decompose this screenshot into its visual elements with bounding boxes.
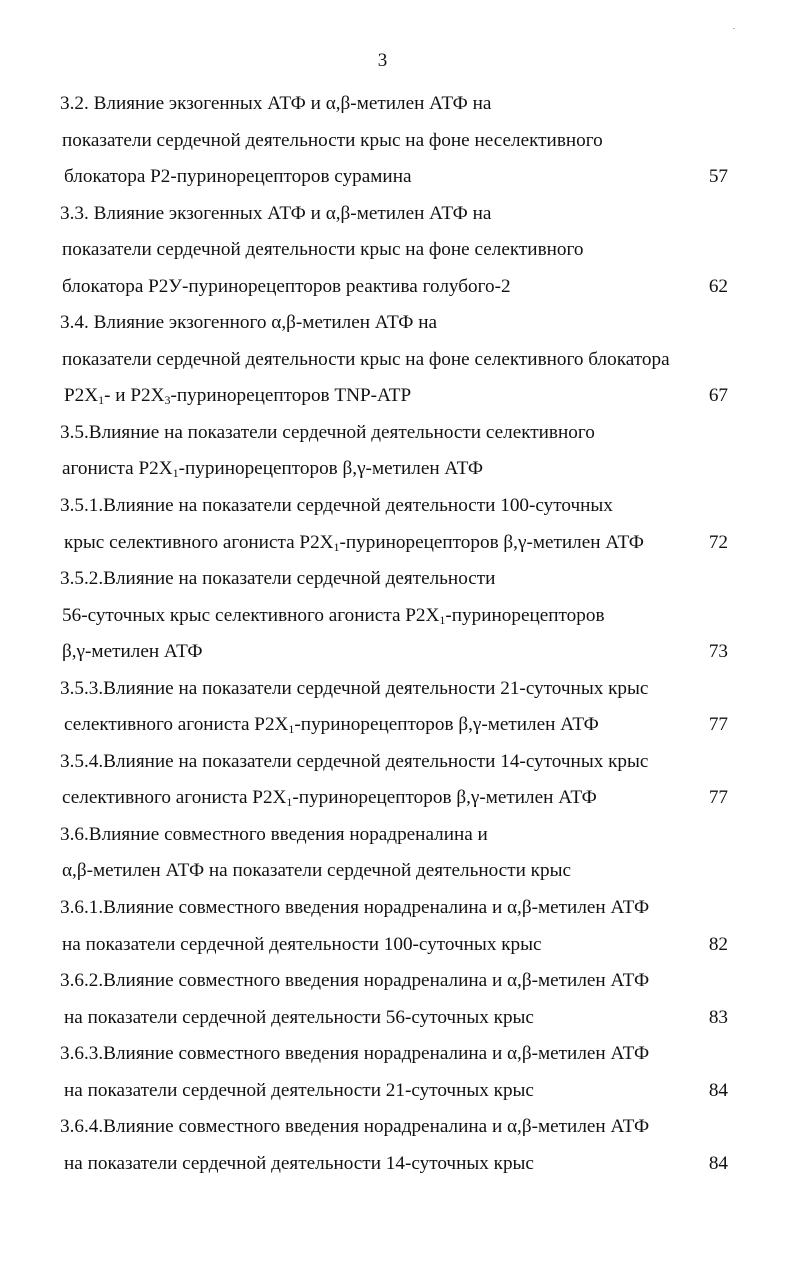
toc-entry [0, 1073, 795, 1110]
toc-entry-text [64, 159, 411, 196]
toc-text-segment: блокатора P2-пуринорецепторов сурамина [64, 166, 412, 188]
toc-entry [0, 196, 795, 233]
toc-entry [0, 305, 795, 342]
toc-text-segment: 3.6.1.Влияние совместного введения норадреналина и α,β-метилен АТФ [60, 897, 650, 919]
toc-entry-text [62, 780, 597, 817]
toc-text-segment: - и P2X [104, 385, 165, 407]
toc-entry-text [60, 671, 648, 708]
toc-entry [0, 634, 795, 671]
toc-page-number: 84 [708, 1152, 728, 1174]
toc-text-segment: -пуринорецепторов β,γ-метилен АТФ [294, 714, 599, 736]
toc-text-segment: -пуринорецепторов [445, 604, 605, 626]
toc-text-segment: блокатора P2У-пуринорецепторов реактива голубого-2 [62, 275, 511, 297]
toc-text-segment: агониста P2X [62, 458, 173, 480]
toc-text-segment: 3.5.Влияние на показатели сердечной деятельности селективного [60, 421, 595, 443]
toc-entry [0, 853, 795, 890]
toc-page-number: 83 [708, 1006, 728, 1028]
toc-entry [0, 342, 795, 379]
toc-text-segment: β,γ-метилен АТФ [62, 641, 203, 663]
toc-text-segment: 3.4. Влияние экзогенного α,β-метилен АТФ на [60, 312, 437, 334]
toc-entry-text [60, 890, 649, 927]
toc-entry [0, 232, 795, 269]
toc-page-number: 73 [708, 641, 728, 663]
toc-text-segment: селективного агониста P2X [62, 787, 287, 809]
toc-text-segment: 3.5.1.Влияние на показатели сердечной деятельности 100-суточных [60, 495, 613, 517]
toc-text-segment: 3.6.2.Влияние совместного введения норадреналина и α,β-метилен АТФ [60, 970, 650, 992]
toc-text-segment: P2X [64, 385, 99, 407]
toc-entry [0, 525, 795, 562]
toc-entry-text [60, 817, 488, 854]
subscript: 1 [172, 466, 179, 481]
toc-entry [0, 123, 795, 160]
toc-entry-text [62, 123, 603, 160]
subscript: 1 [333, 539, 340, 554]
toc-text-segment: 3.6.Влияние совместного введения норадреналина и [60, 823, 488, 845]
toc-page-number: 72 [708, 531, 728, 553]
toc-entry [0, 488, 795, 525]
toc-entry [0, 1146, 795, 1183]
subscript: 1 [286, 795, 293, 810]
toc-entry [0, 159, 795, 196]
table-of-contents [0, 86, 795, 1182]
toc-text-segment: -пуринорецепторов β,γ-метилен АТФ [292, 787, 597, 809]
toc-text-segment: -пуринорецепторов TNP-ATP [170, 385, 412, 407]
toc-entry-text [60, 1036, 649, 1073]
toc-entry-text [60, 1109, 649, 1146]
toc-text-segment: -пуринорецепторов β,γ-метилен АТФ [339, 531, 644, 553]
toc-text-segment: на показатели сердечной деятельности 100-суточных крыс [62, 933, 542, 955]
toc-entry [0, 598, 795, 635]
subscript: 1 [288, 722, 295, 737]
toc-page-number: 82 [708, 933, 728, 955]
toc-text-segment: 3.5.4.Влияние на показатели сердечной деятельности 14-суточных крыс [60, 750, 649, 772]
toc-entry-text [60, 963, 649, 1000]
subscript: 1 [98, 393, 105, 408]
toc-entry-text [62, 927, 542, 964]
toc-entry [0, 890, 795, 927]
toc-text-segment: 3.5.2.Влияние на показатели сердечной деятельности [60, 568, 496, 590]
toc-entry [0, 1109, 795, 1146]
scan-mark [733, 28, 735, 29]
toc-page-number: 77 [708, 714, 728, 736]
toc-entry-text [64, 525, 644, 562]
toc-text-segment: на показатели сердечной деятельности 21-суточных крыс [64, 1079, 534, 1101]
toc-entry [0, 963, 795, 1000]
toc-text-segment: 3.6.3.Влияние совместного введения норадреналина и α,β-метилен АТФ [60, 1043, 650, 1065]
toc-entry [0, 780, 795, 817]
toc-entry [0, 671, 795, 708]
toc-text-segment: показатели сердечной деятельности крыс на фоне селективного [62, 239, 584, 261]
toc-entry-text [62, 342, 670, 379]
toc-entry [0, 269, 795, 306]
toc-entry-text [62, 269, 511, 306]
toc-entry-text [64, 1073, 534, 1110]
toc-text-segment: крыс селективного агониста P2X [64, 531, 334, 553]
toc-entry-text [64, 1000, 534, 1037]
toc-entry [0, 707, 795, 744]
toc-entry [0, 86, 795, 123]
subscript: 3 [164, 393, 171, 408]
toc-text-segment: 3.5.3.Влияние на показатели сердечной деятельности 21-суточных крыс [60, 677, 649, 699]
toc-text-segment: 3.3. Влияние экзогенных АТФ и α,β-метилен АТФ на [60, 202, 492, 224]
toc-entry-text [60, 561, 495, 598]
toc-text-segment: 3.2. Влияние экзогенных АТФ и α,β-метилен АТФ на [60, 93, 492, 114]
toc-entry-text [62, 451, 483, 488]
toc-text-segment: 56-суточных крыс селективного агониста P2X [62, 604, 440, 626]
toc-entry-text [60, 196, 491, 233]
subscript: 1 [439, 612, 446, 627]
toc-entry [0, 927, 795, 964]
toc-page-number: 84 [708, 1079, 728, 1101]
toc-entry-text [60, 744, 648, 781]
toc-entry [0, 817, 795, 854]
toc-text-segment: α,β-метилен АТФ на показатели сердечной деятельности крыс [62, 860, 571, 882]
toc-page-number: 62 [708, 275, 728, 297]
toc-entry-text [60, 86, 491, 123]
page-number: 3 [377, 50, 388, 71]
toc-entry [0, 1036, 795, 1073]
toc-text-segment: показатели сердечной деятельности крыс на фоне неселективного [62, 129, 603, 151]
toc-entry-text [62, 232, 583, 269]
toc-entry [0, 451, 795, 488]
toc-page-number: 67 [708, 385, 728, 407]
toc-text-segment: на показатели сердечной деятельности 14-суточных крыс [64, 1152, 534, 1174]
toc-entry [0, 561, 795, 598]
toc-entry [0, 744, 795, 781]
toc-entry-text [64, 707, 599, 744]
toc-entry-text [62, 853, 571, 890]
toc-text-segment: на показатели сердечной деятельности 56-суточных крыс [64, 1006, 534, 1028]
toc-text-segment: -пуринорецепторов β,γ-метилен АТФ [178, 458, 484, 480]
toc-entry-text [60, 305, 437, 342]
toc-entry-text [60, 415, 595, 452]
toc-text-segment: селективного агониста P2X [64, 714, 289, 736]
toc-entry [0, 378, 795, 415]
toc-page-number: 77 [708, 787, 728, 809]
toc-entry [0, 415, 795, 452]
toc-text-segment: 3.6.4.Влияние совместного введения норадреналина и α,β-метилен АТФ [60, 1116, 650, 1138]
toc-entry-text [60, 488, 613, 525]
toc-entry-text [62, 598, 605, 635]
toc-entry-text [64, 1146, 534, 1183]
toc-page-number: 57 [708, 166, 728, 188]
toc-entry-text [64, 378, 411, 415]
toc-entry [0, 1000, 795, 1037]
toc-entry-text [62, 634, 203, 671]
toc-text-segment: показатели сердечной деятельности крыс на фоне селективного блокатора [62, 348, 670, 370]
